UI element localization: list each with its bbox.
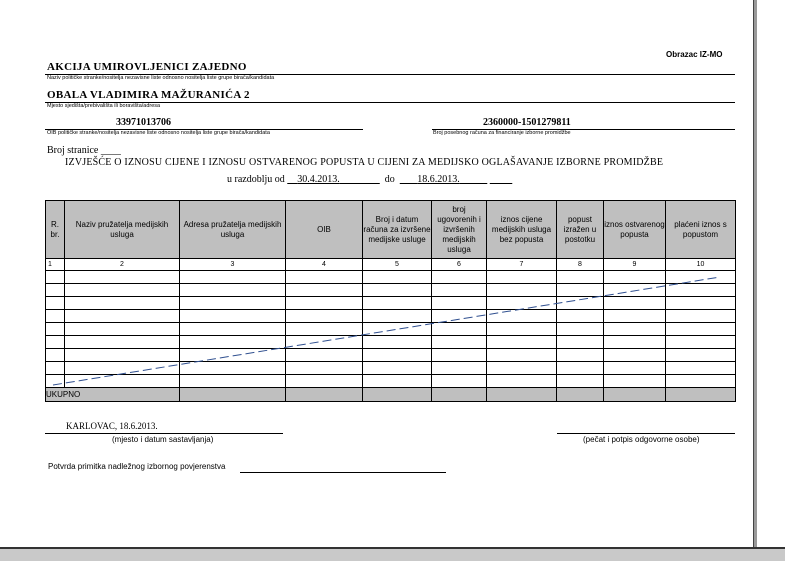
party-caption: Naziv političke stranke/nositelja nezavisne liste odnosno nositelja liste grupe birača/kandidata [47, 75, 275, 81]
page-number-label: Broj stranice ____ [47, 145, 121, 156]
diagonal-strike-line [53, 277, 720, 385]
address-caption: Mjesto sjedišta/prebivališta ili boravišta/adresa [47, 103, 161, 109]
form-code: Obrazac IZ-MO [666, 50, 723, 59]
column-number: 6 [432, 259, 487, 271]
column-number: 1 [46, 259, 65, 271]
oib-value: 33971013706 [116, 117, 171, 128]
address: OBALA VLADIMIRA MAŽURANIĆA 2 [47, 89, 250, 101]
period-to: 18.6.2013. [417, 174, 460, 185]
column-number: 10 [666, 259, 736, 271]
col-header: OIB [286, 201, 363, 259]
column-number: 3 [180, 259, 286, 271]
oib-caption: OIB političke stranke/nositelja nezavisne liste odnosno nositelja liste grupe birača/kandidata [47, 130, 270, 136]
stamp-underline [557, 433, 735, 434]
account-value: 2360000-1501279811 [483, 117, 571, 128]
col-header: R. br. [46, 201, 65, 259]
stamp-caption: (pečat i potpis odgovorne osobe) [583, 435, 700, 444]
place-date-caption: (mjesto i datum sastavljanja) [112, 435, 214, 444]
period-to-word: do [384, 174, 395, 185]
total-label: UKUPNO [46, 388, 180, 402]
place-date: KARLOVAC, 18.6.2013. [66, 421, 158, 431]
col-header: Adresa pružatelja medijskih usluga [180, 201, 286, 259]
column-number: 9 [604, 259, 666, 271]
place-date-underline [45, 433, 283, 434]
col-header: Broj i datum računa za izvršene medijske usluge [363, 201, 432, 259]
col-header: Naziv pružatelja medijskih usluga [65, 201, 180, 259]
col-header: iznos ostvarenog popusta [604, 201, 666, 259]
period-from: 30.4.2013. [297, 174, 340, 185]
period-prefix: u razdoblju od [227, 174, 285, 185]
account-caption: Broj posebnog računa za financiranje izborne promidžbe [433, 130, 571, 136]
column-number: 5 [363, 259, 432, 271]
column-number: 2 [65, 259, 180, 271]
report-title: IZVJEŠĆE O IZNOSU CIJENE I IZNOSU OSTVARENOG POPUSTA U CIJENI ZA MEDIJSKO OGLAŠAVANJE IZBORNE PROMIDŽBE [65, 157, 664, 168]
party-name: AKCIJA UMIROVLJENICI ZAJEDNO [47, 61, 247, 73]
column-number: 4 [286, 259, 363, 271]
receipt-underline [240, 472, 446, 473]
col-header: popust izražen u postotku [557, 201, 604, 259]
col-header: plaćeni iznos s popustom [666, 201, 736, 259]
column-number: 8 [557, 259, 604, 271]
col-header: broj ugovorenih i izvršenih medijskih usluga [432, 201, 487, 259]
col-header: iznos cijene medijskih usluga bez popusta [487, 201, 557, 259]
receipt-label: Potvrda primitka nadležnog izbornog povjerenstva [48, 462, 226, 471]
column-number: 7 [487, 259, 557, 271]
